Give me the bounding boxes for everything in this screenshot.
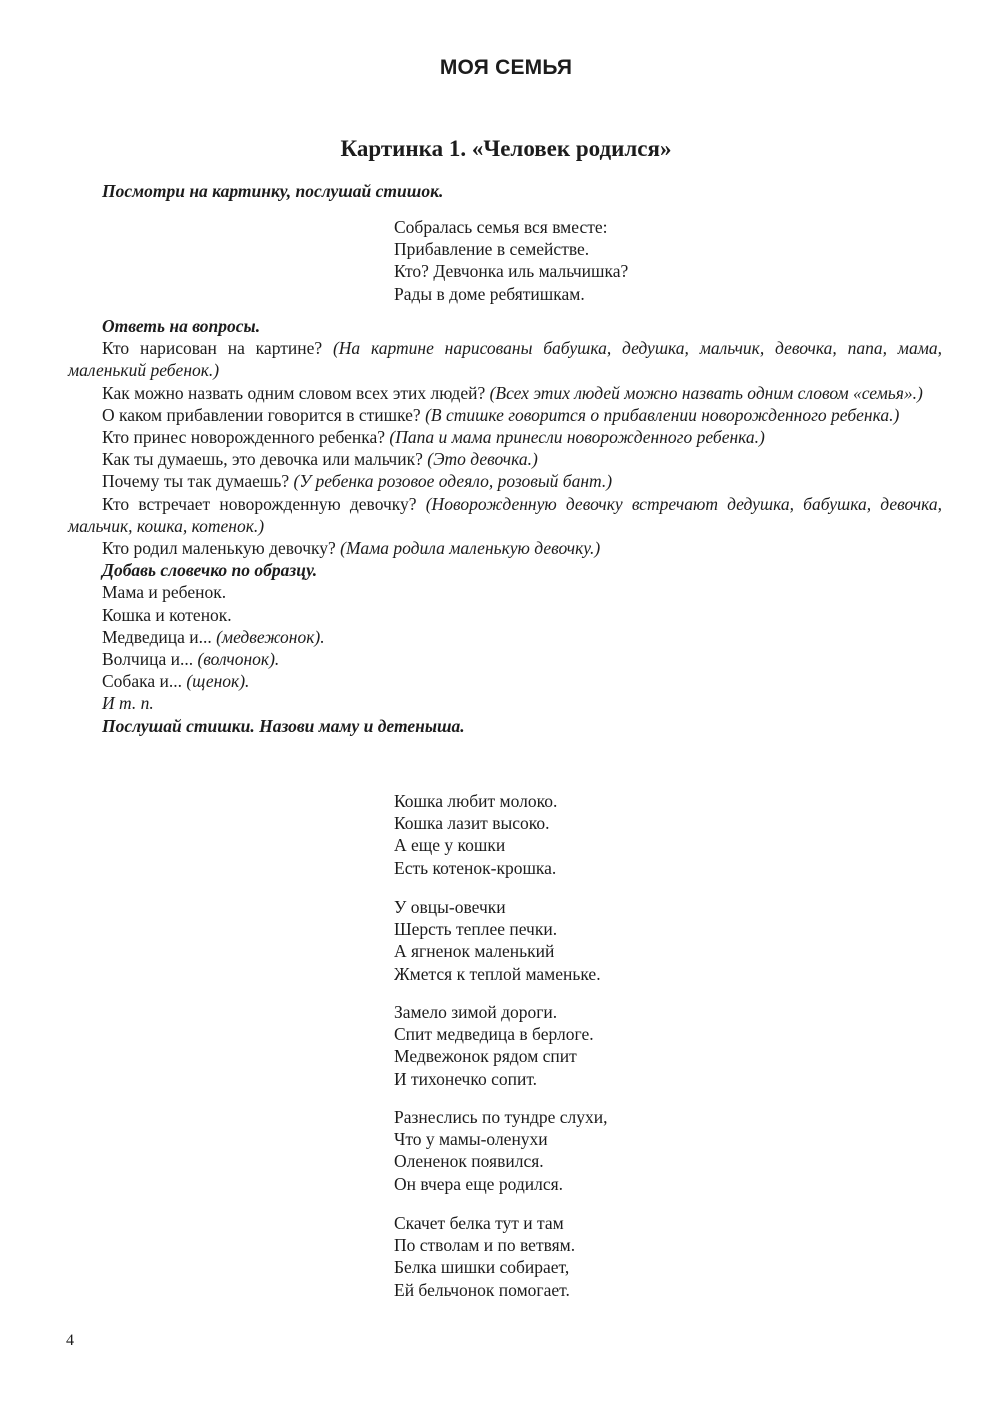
add-word-instruction: Добавь словечко по образцу. (102, 560, 318, 581)
poem-line: Белка шишки собирает, (394, 1257, 570, 1278)
question: Кто встречает новорожденную девочку? (102, 493, 417, 514)
picture-title: Картинка 1. «Человек родился» (340, 136, 672, 161)
add-word-answer: (волчонок). (197, 649, 280, 670)
poem-cat (394, 790, 557, 879)
poem-bear (394, 1001, 594, 1090)
poem-line: Он вчера еще родился. (394, 1173, 564, 1194)
add-word-line (68, 604, 942, 626)
poem-sheep (394, 896, 601, 985)
add-word-answer: (щенок). (186, 671, 250, 692)
poem-deer (394, 1106, 608, 1195)
poem-line: Олененок появился. (394, 1151, 544, 1172)
question: Как можно назвать одним словом всех этих людей? (102, 382, 486, 403)
poem-line: Разнеслись по тундре слухи, (394, 1107, 608, 1127)
poem-line: Замело зимой дороги. (394, 1002, 558, 1022)
poem-intro (394, 216, 628, 305)
add-word-text: Собака и... (102, 671, 187, 692)
poem-line: А ягненок маленький (394, 941, 555, 962)
intro-instruction (68, 180, 976, 202)
add-word-text: Медведица и... (102, 626, 217, 647)
poem-squirrel (394, 1212, 575, 1301)
poem-line: Прибавление в семействе. (394, 239, 590, 260)
add-word-line (68, 670, 942, 692)
question: О каком прибавлении говорится в стишке? (102, 404, 421, 425)
poem-line: А еще у кошки (394, 835, 506, 856)
qa-item (68, 426, 942, 448)
poem-line: Есть котенок-крошка. (394, 857, 557, 878)
question: Кто нарисован на картине? (102, 338, 323, 359)
poem-line: Спит медведица в берлоге. (394, 1024, 594, 1045)
poem-line: И тихонечко сопит. (394, 1068, 538, 1089)
question: Как ты думаешь, это девочка или мальчик? (102, 449, 423, 470)
instruction-text: Посмотри на картинку, послушай стишок. (102, 181, 444, 201)
qa-item (68, 337, 942, 381)
qa-item (68, 470, 942, 492)
question: Кто принес новорожденного ребенка? (102, 427, 386, 448)
poem-line: Жмется к теплой маменьке. (394, 963, 601, 984)
qa-item (68, 537, 942, 559)
poem-line: Рады в доме ребятишкам. (394, 283, 585, 304)
poem-line: Скачет белка тут и там (394, 1213, 564, 1233)
poem-line: Кошка любит молоко. (394, 791, 558, 811)
poem-line: Собралась семья вся вместе: (394, 217, 608, 237)
qa-block (68, 315, 942, 737)
question: Почему ты так думаешь? (102, 471, 290, 492)
answer: (Новорожденную девочку встречают дедушка, бабушка, девочка, мальчик, кошка, котенок.) (68, 493, 942, 536)
poem-line: Медвежонок рядом спит (394, 1046, 577, 1067)
poem-line: У овцы-овечки (394, 897, 506, 917)
add-word-line (68, 626, 942, 648)
answer: (Папа и мама принесли новорожденного ребенка.) (389, 427, 765, 448)
question: Кто родил маленькую девочку? (102, 538, 336, 559)
add-word-text: Волчица и... (102, 649, 198, 670)
add-word-text: Мама и ребенок. (102, 582, 227, 603)
qa-item (68, 448, 942, 470)
answer: (Мама родила маленькую девочку.) (340, 538, 601, 559)
qa-item (68, 382, 942, 404)
answer: (У ребенка розовое одеяло, розовый бант.) (293, 471, 613, 492)
qa-instruction: Ответь на вопросы. (102, 316, 261, 336)
poem-line: Шерсть теплее печки. (394, 919, 558, 940)
add-word-etc: И т. п. (102, 693, 154, 714)
listen-instruction: Послушай стишки. Назови маму и детеныша. (102, 715, 465, 736)
poem-line: Что у мамы-оленухи (394, 1129, 548, 1150)
poem-line: По стволам и по ветвям. (394, 1235, 576, 1256)
section-title: МОЯ СЕМЬЯ (439, 56, 573, 79)
add-word-line (68, 581, 942, 603)
page-number: 4 (66, 1332, 74, 1349)
poem-line: Ей бельчонок помогает. (394, 1279, 570, 1300)
answer: (Всех этих людей можно назвать одним словом «семья».) (489, 382, 923, 403)
add-word-line (68, 648, 942, 670)
qa-item (68, 493, 942, 537)
add-word-text: Кошка и котенок. (102, 604, 232, 625)
answer: (На картине нарисованы бабушка, дедушка, мальчик, девочка, папа, мама, маленький ребенок.) (68, 338, 942, 381)
answer: (В стишке говорится о прибавлении новорожденного ребенка.) (425, 404, 900, 425)
answer: (Это девочка.) (427, 449, 538, 470)
poem-line: Кто? Девчонка иль мальчишка? (394, 261, 629, 282)
poem-line: Кошка лазит высоко. (394, 813, 550, 834)
add-word-answer: (медвежонок). (216, 626, 325, 647)
qa-item (68, 404, 942, 426)
